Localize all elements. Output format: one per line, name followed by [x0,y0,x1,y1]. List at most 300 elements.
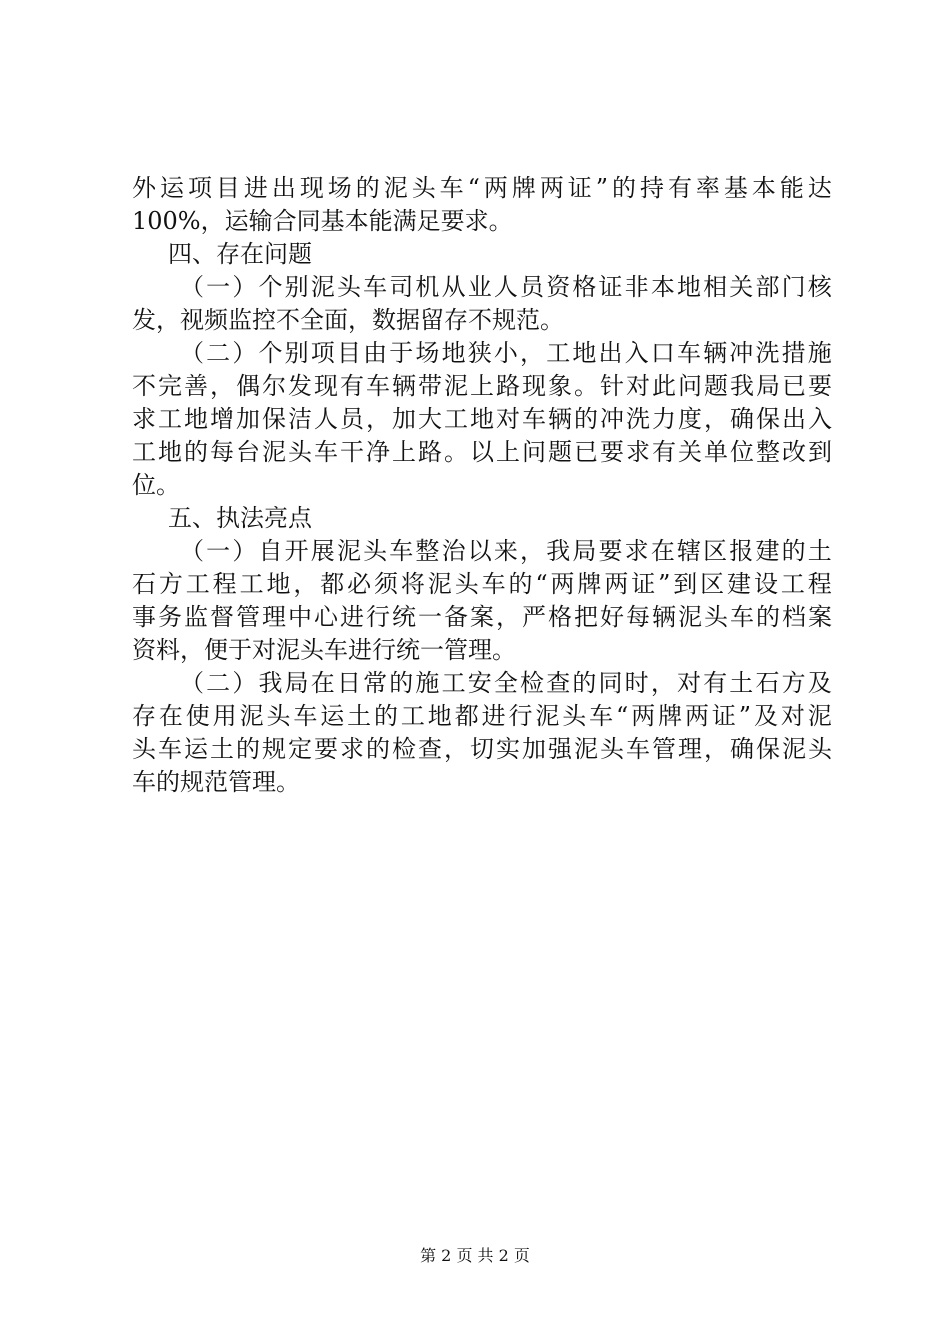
text-char: 来 [493,537,518,565]
text-char: 门 [781,273,806,301]
text-char: 带 [418,372,442,400]
text-char: 措 [781,339,806,367]
text-char: 洁 [288,405,312,433]
text-char: ） [232,537,257,565]
text-char: 力 [652,405,676,433]
text-char: 头 [600,735,624,763]
text-char: ， [650,669,675,697]
text-char: 机 [415,273,440,301]
text-char: 二 [206,669,231,697]
text-char: 本 [650,273,675,301]
page-footer: 第 2 页 共 2 页 [420,1246,530,1265]
text-char: 检 [520,669,545,697]
text-char: 土 [807,537,832,565]
paragraph-line [132,601,832,634]
text-char: ， [366,405,390,433]
text-char: 有 [340,372,364,400]
text-char: 辖 [676,537,701,565]
text-char: 已 [574,438,598,466]
text-char: 头 [336,273,361,301]
text-char: 对 [496,405,520,433]
text-char: 关 [678,438,702,466]
text-char: 进 [340,603,364,631]
text-char: 头 [704,603,728,631]
text-char: 泥 [383,174,408,202]
paragraph-line [132,172,832,205]
text-char: “ [616,702,629,730]
text-char: 狭 [467,339,492,367]
text-char: 辆 [392,372,416,400]
text-char: 两 [604,570,629,598]
text-char: 格 [548,603,572,631]
text-char: 工 [444,405,468,433]
text-char: 从 [441,273,466,301]
text-char: 头 [363,537,388,565]
text-char: 地 [427,702,452,730]
text-char: 目 [336,339,361,367]
text-char: 区 [700,570,725,598]
text-char: 工 [158,405,182,433]
text-char: 工 [441,669,466,697]
text-char: 加 [236,405,260,433]
text-char: 能 [779,174,804,202]
text-char: 出 [271,174,296,202]
text-char: 已 [782,372,806,400]
text-char: 入 [624,339,649,367]
text-char: 司 [389,273,414,301]
text-char: 严 [522,603,546,631]
text-char: 增 [210,405,234,433]
text-char: 两 [550,570,575,598]
text-char: 到 [673,570,698,598]
text-char: 我 [546,537,571,565]
text-char: 头 [808,735,832,763]
text-char: 档 [782,603,806,631]
text-char: 工 [780,570,805,598]
text-char: 车 [522,405,546,433]
text-char: 务 [158,603,182,631]
text-char: （ [180,273,204,301]
text-char: 改 [782,438,806,466]
text-char: 设 [753,570,778,598]
paragraph-line: 100%，运输合同基本能满足要求。 [132,207,513,235]
text-char: 石 [755,669,780,697]
text-char: 的 [236,735,260,763]
text-char: 督 [210,603,234,631]
text-char: 运 [159,174,184,202]
text-char: 的 [781,537,806,565]
text-char: 方 [781,669,806,697]
text-char: 泥 [807,702,832,730]
paragraph-line: 位。 [132,471,180,499]
text-char: 求 [626,438,650,466]
text-char: 泥 [535,702,560,730]
text-char: 行 [366,603,390,631]
text-char: 有 [703,669,728,697]
text-char: 车 [589,702,614,730]
text-char: 头 [288,438,312,466]
text-char: 项 [187,174,212,202]
paragraph-line: 车的规范管理。 [132,768,300,796]
text-char: 每 [626,603,650,631]
text-char: 车 [293,702,318,730]
text-char: 。 [444,438,468,466]
text-char: 出 [782,405,806,433]
text-char: 每 [210,438,234,466]
text-char: 的 [612,174,636,202]
text-char: 度 [678,405,702,433]
text-char: 问 [678,372,702,400]
text-char: 工 [400,702,425,730]
text-char: 员 [340,405,364,433]
text-char: 别 [284,339,309,367]
text-char: 场 [415,339,440,367]
text-char: 工 [546,339,571,367]
text-char: 位 [730,438,754,466]
text-char: 上 [392,438,416,466]
paragraph-line [132,568,832,601]
text-char: 题 [548,438,572,466]
text-char: ， [444,735,468,763]
text-char: 头 [266,702,291,730]
text-char: 规 [262,735,286,763]
text-char: 。 [574,372,598,400]
text-char: 人 [314,405,338,433]
paragraph-line [132,337,832,370]
text-char: 整 [415,537,440,565]
text-char: ” [738,702,752,730]
text-char: 由 [363,339,388,367]
paragraph-line [132,370,832,403]
text-char: 自 [258,537,283,565]
paragraph-line [132,436,832,469]
text-char: 都 [454,702,479,730]
text-char: 路 [496,372,520,400]
text-char: 泥 [444,372,468,400]
text-char: 地 [441,339,466,367]
text-char: ， [520,537,545,565]
text-char: 查 [546,669,571,697]
text-char: 将 [400,570,425,598]
text-char: 洗 [626,405,650,433]
text-char: 存 [132,702,156,730]
text-char: 同 [598,669,623,697]
paragraph-line [132,700,832,733]
text-char: ， [496,603,520,631]
text-char: 都 [320,570,345,598]
text-char: 必 [347,570,372,598]
text-char: “ [535,570,548,598]
text-char: 核 [807,273,832,301]
text-char: 的 [756,603,780,631]
text-char: 切 [470,735,494,763]
text-char: 车 [314,438,338,466]
text-char: 头 [132,735,156,763]
text-char: 的 [184,438,208,466]
text-char: 相 [703,273,728,301]
text-char: 工 [132,438,156,466]
text-char: 一 [418,603,442,631]
text-char: 冲 [600,405,624,433]
paragraph-line [132,733,832,766]
text-char: 问 [522,438,546,466]
text-char: 用 [212,702,237,730]
text-char: 有 [652,438,676,466]
text-char: 车 [439,174,464,202]
text-char: 的 [508,570,533,598]
text-char: ， [293,570,318,598]
text-char: 证 [711,702,736,730]
text-char: 求 [624,537,649,565]
text-char: 土 [729,669,754,697]
text-char: 上 [496,438,520,466]
text-char: 要 [600,438,624,466]
text-char: ， [704,405,728,433]
text-char: 局 [572,537,597,565]
text-char: 要 [314,735,338,763]
text-char: 员 [520,273,545,301]
text-char: 本 [751,174,776,202]
text-char: 牌 [577,570,602,598]
text-char: 干 [340,438,364,466]
text-char: 事 [132,603,156,631]
paragraph-line [132,667,832,700]
text-char: 牌 [658,702,683,730]
text-char: 要 [598,537,623,565]
text-char: 运 [320,702,345,730]
text-char: 泥 [574,735,598,763]
text-char: 率 [695,174,720,202]
text-char: 局 [284,669,309,697]
text-char: 此 [652,372,676,400]
text-char: 路 [418,438,442,466]
text-char: 项 [310,339,335,367]
text-char: 案 [808,603,832,631]
text-char: 个 [258,273,283,301]
text-char: 头 [562,702,587,730]
text-char: 泥 [678,603,702,631]
paragraph-line [132,271,832,304]
text-char: 以 [467,537,492,565]
text-char: 局 [756,372,780,400]
text-char: 对 [626,372,650,400]
text-char: 加 [392,405,416,433]
text-char: 建 [727,570,752,598]
text-char: 善 [184,372,208,400]
text-char: 尔 [262,372,286,400]
text-char: 把 [574,603,598,631]
text-char: 场 [327,174,352,202]
text-char: 查 [418,735,442,763]
text-char: 地 [676,273,701,301]
text-char: （ [180,339,204,367]
text-char: 理 [678,735,702,763]
text-char: 辆 [703,339,728,367]
text-char: 口 [650,339,675,367]
text-char: 入 [808,405,832,433]
document-body [132,172,832,799]
text-char: 整 [756,438,780,466]
section-heading: 四、存在问题 [168,240,312,268]
text-char: 加 [522,735,546,763]
text-char: 对 [676,669,701,697]
text-char: 地 [158,438,182,466]
text-char: 地 [572,339,597,367]
text-char: 持 [639,174,664,202]
text-char: 程 [807,570,832,598]
text-char: 的 [355,174,380,202]
text-char: 偶 [236,372,260,400]
text-char: 一 [206,537,231,565]
text-char: 土 [347,702,372,730]
text-char: ） [232,669,257,697]
text-char: （ [180,669,204,697]
text-char: 开 [284,537,309,565]
text-char: 象 [548,372,572,400]
section-heading: 五、执法亮点 [168,504,312,532]
text-char: 格 [572,273,597,301]
text-char: 须 [374,570,399,598]
text-char: 全 [493,669,518,697]
text-char: 治 [441,537,466,565]
text-char: ” [658,570,671,598]
text-char: ） [232,339,257,367]
text-char: 心 [314,603,338,631]
text-char: 报 [729,537,754,565]
text-char: ， [210,372,234,400]
text-char: 两 [684,702,709,730]
text-char: 有 [667,174,692,202]
text-char: 理 [262,603,286,631]
text-char: 人 [493,273,518,301]
text-char: 施 [415,669,440,697]
text-char: 管 [236,603,260,631]
text-char: 泥 [310,273,335,301]
text-char: 我 [258,669,283,697]
text-char: 及 [807,669,832,697]
text-char: 展 [310,537,335,565]
text-char: ， [704,735,728,763]
text-char: 关 [729,273,754,301]
text-char: 车 [158,735,182,763]
text-char: 个 [258,339,283,367]
text-char: 部 [755,273,780,301]
text-char: 头 [411,174,436,202]
text-char: 的 [574,405,598,433]
text-char: 车 [676,339,701,367]
paragraph-line: 资料，便于对泥头车进行统一管理。 [132,636,516,664]
text-char: 土 [210,735,234,763]
text-char: 程 [212,570,237,598]
text-char: 好 [600,603,624,631]
text-char: 及 [753,702,778,730]
text-char: 车 [389,537,414,565]
text-char: 目 [215,174,240,202]
text-char: 现 [314,372,338,400]
text-char: 现 [299,174,324,202]
text-char: 行 [508,702,533,730]
text-char: 证 [567,174,592,202]
paragraph-line: 发，视频监控不全面，数据留存不规范。 [132,306,564,334]
text-char: 证 [631,570,656,598]
text-char: 题 [704,372,728,400]
text-char: 头 [454,570,479,598]
text-char: 单 [704,438,728,466]
text-char: 区 [703,537,728,565]
text-char: 泥 [336,537,361,565]
text-char: 两 [483,174,508,202]
text-char: 保 [756,735,780,763]
text-char: 两 [539,174,564,202]
text-char: 不 [132,372,156,400]
text-char: 洗 [755,339,780,367]
text-char: 地 [266,570,291,598]
text-char: 车 [363,273,388,301]
text-char: 施 [807,339,832,367]
text-char: 辆 [652,603,676,631]
text-char: 案 [470,603,494,631]
text-char: 的 [572,669,597,697]
text-char: 泥 [782,735,806,763]
text-char: 冲 [729,339,754,367]
text-char: 在 [158,702,183,730]
text-char: 于 [389,339,414,367]
text-char: 的 [374,702,399,730]
text-char: 进 [243,174,268,202]
text-char: 车 [366,372,390,400]
text-char: 地 [184,405,208,433]
text-char: ” [595,174,609,202]
text-char: 管 [652,735,676,763]
text-char: 非 [624,273,649,301]
text-char: 我 [730,372,754,400]
text-char: 大 [418,405,442,433]
text-char: ） [232,273,257,301]
text-char: 在 [310,669,335,697]
text-char: 定 [288,735,312,763]
text-char: 辆 [548,405,572,433]
text-char: 的 [366,735,390,763]
text-char: 使 [185,702,210,730]
text-char: 日 [336,669,361,697]
text-char: 方 [158,570,183,598]
text-char: 车 [481,570,506,598]
text-char: 泥 [239,702,264,730]
text-char: 的 [389,669,414,697]
text-char: 在 [650,537,675,565]
text-char: 出 [598,339,623,367]
text-char: 针 [600,372,624,400]
text-char: 资 [546,273,571,301]
text-char: 监 [184,603,208,631]
text-char: 到 [808,438,832,466]
text-char: 证 [598,273,623,301]
text-char: 上 [470,372,494,400]
text-char: 实 [496,735,520,763]
text-char: 外 [132,174,156,202]
text-char: 中 [288,603,312,631]
text-char: （ [180,537,204,565]
text-char: 两 [631,702,656,730]
text-char: 要 [808,372,832,400]
text-char: 发 [288,372,312,400]
text-char: ， [520,339,545,367]
text-char: 以 [470,438,494,466]
text-char: 时 [624,669,649,697]
paragraph-line [132,403,832,436]
text-char: 求 [132,405,156,433]
text-char: 车 [730,603,754,631]
